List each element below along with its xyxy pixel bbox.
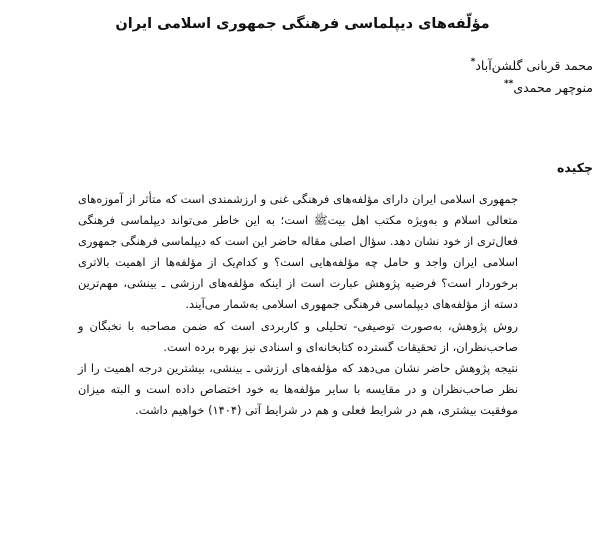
author-2-footnote-marker: **	[503, 79, 514, 89]
author-1-name: محمد قربانی گلشن‌آباد	[475, 58, 593, 73]
abstract-paragraph-2: روش پژوهش، به‌صورت توصیفی- تحلیلی و کاربردی است که ضمن مصاحبه با نخبگان و صاحب‌نظران، از تحقیقات گسترده کتابخانه‌ای و اسنادی نیز بهره برده است.	[78, 318, 518, 354]
abstract-paragraph-3: نتیجه پژوهش حاضر نشان می‌دهد که مؤلفه‌های ارزشی ـ بینشی، بیشترین درجه اهمیت را از نظر صاحب‌نظران و در مقایسه با سایر مؤلفه‌ها به خود اختصاص داده است و البته میزان موفقیت بیشتری، هم در شرایط فعلی و هم در شرایط آتی (۱۴۰۴) خواهیم داشت.	[78, 360, 518, 417]
author-1-footnote-marker: *	[470, 57, 476, 67]
abstract-heading: چکیده	[557, 160, 593, 175]
paper-title: مؤلّفه‌های دیپلماسی فرهنگی جمهوری اسلامی ایران	[115, 16, 490, 32]
author-2	[504, 79, 593, 97]
abstract-paragraph-1: جمهوری اسلامی ایران دارای مؤلفه‌های فرهنگی غنی و ارزشمندی است که متأثر از آموزه‌های متعالی اسلام و به‌ویژه مکتب اهل بیتﷺ است؛ به این خاطر می‌تواند دیپلماسی فرهنگی فعال‌تری از خود نشان دهد. سؤال اصلی مقاله حاضر این است که دیپلماسی فرهنگی جمهوری اسلامی ایران واجد و حامل چه مؤلفه‌هایی است؟ و کدام‌یک از مؤلفه‌ها از اهمیت بالاتری برخوردار است؟ فرضیه پژوهش عبارت است از اینکه مؤلفه‌های ارزشی ـ بینشی، مهم‌ترین دسته از مؤلفه‌های دیپلماسی فرهنگی جمهوری اسلامی به‌شمار می‌آیند.	[78, 192, 518, 312]
author-2-name: منوچهر محمدی	[513, 80, 593, 95]
abstract-body	[78, 189, 518, 421]
author-1	[471, 57, 593, 75]
